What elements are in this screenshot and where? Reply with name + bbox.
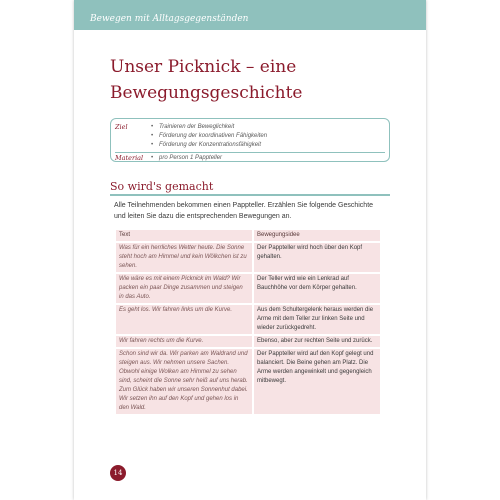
ziel-list xyxy=(151,123,267,150)
story-text-cell: Was für ein herrliches Wetter heute. Die Sonne steht hoch am Himmel und kein Wölkchen ist zu sehen. xyxy=(116,243,252,272)
table-row xyxy=(116,305,380,334)
story-text-cell: Schon sind wir da. Wir parken am Waldrand und steigen aus. Wir nehmen unsere Sachen. Obwohl einige Wolken am Himmel zu sehen sind, scheint die Sonne sehr heiß auf uns herab. Zum Glück haben wir unseren Sonnenhut dabei. Wir setzen ihn auf den Kopf und gehen los in den Wald. xyxy=(116,349,252,414)
movement-cell: Ebenso, aber zur rechten Seite und zurück. xyxy=(254,336,380,347)
story-text-cell: Wir fahren rechts um die Kurve. xyxy=(116,336,252,347)
ziel-item: • Förderung der Konzentrationsfähigkeit xyxy=(151,141,267,150)
material-label: Material xyxy=(115,154,144,162)
column-header-text: Text xyxy=(116,230,252,241)
material-row xyxy=(115,154,389,163)
ziel-item: • Förderung der koordinativen Fähigkeiten xyxy=(151,132,267,141)
section-rule xyxy=(110,194,390,196)
info-divider xyxy=(115,152,385,153)
story-text-cell: Wie wäre es mit einem Picknick im Wald? Wir packen ein paar Dinge zusammen und steigen in das Auto. xyxy=(116,274,252,303)
chapter-title: Bewegen mit Alltagsgegenständen xyxy=(90,14,249,24)
movement-cell: Der Teller wird wie ein Lenkrad auf Bauchhöhe vor dem Körper gehalten. xyxy=(254,274,380,303)
title-line-1: Unser Picknick – eine xyxy=(110,57,297,77)
intro-text: Alle Teilnehmenden bekommen einen Pappteller. Erzählen Sie folgende Geschichte und leiten Sie dazu die entsprechenden Bewegungen an. xyxy=(114,202,374,220)
material-item: • pro Person 1 Pappteller xyxy=(151,154,222,163)
movement-cell: Der Pappteller wird auf den Kopf gelegt und balanciert. Die Beine gehen am Platz. Die Arme werden angewinkelt und gegengleich mitbewegt. xyxy=(254,349,380,414)
material-list xyxy=(151,154,222,163)
page-number-badge: 14 xyxy=(110,465,126,481)
info-box xyxy=(110,118,390,162)
table-header-row xyxy=(116,230,380,241)
page-title xyxy=(110,54,410,106)
movement-table xyxy=(114,228,382,416)
ziel-row xyxy=(115,123,389,150)
movement-cell: Der Pappteller wird hoch über den Kopf gehalten. xyxy=(254,243,380,272)
table-row xyxy=(116,243,380,272)
table-row xyxy=(116,274,380,303)
ziel-label: Ziel xyxy=(115,123,128,131)
ziel-item: • Trainieren der Beweglichkeit xyxy=(151,123,267,132)
table-row xyxy=(116,336,380,347)
table-row xyxy=(116,349,380,414)
book-page xyxy=(74,0,426,500)
movement-cell: Aus dem Schultergelenk heraus werden die Arme mit dem Teller zur linken Seite und wieder zurückgedreht. xyxy=(254,305,380,334)
title-line-2: Bewegungsgeschichte xyxy=(110,83,303,103)
column-header-movement: Bewegungsidee xyxy=(254,230,380,241)
story-text-cell: Es geht los. Wir fahren links um die Kurve. xyxy=(116,305,252,334)
section-heading: So wird's gemacht xyxy=(110,180,214,193)
